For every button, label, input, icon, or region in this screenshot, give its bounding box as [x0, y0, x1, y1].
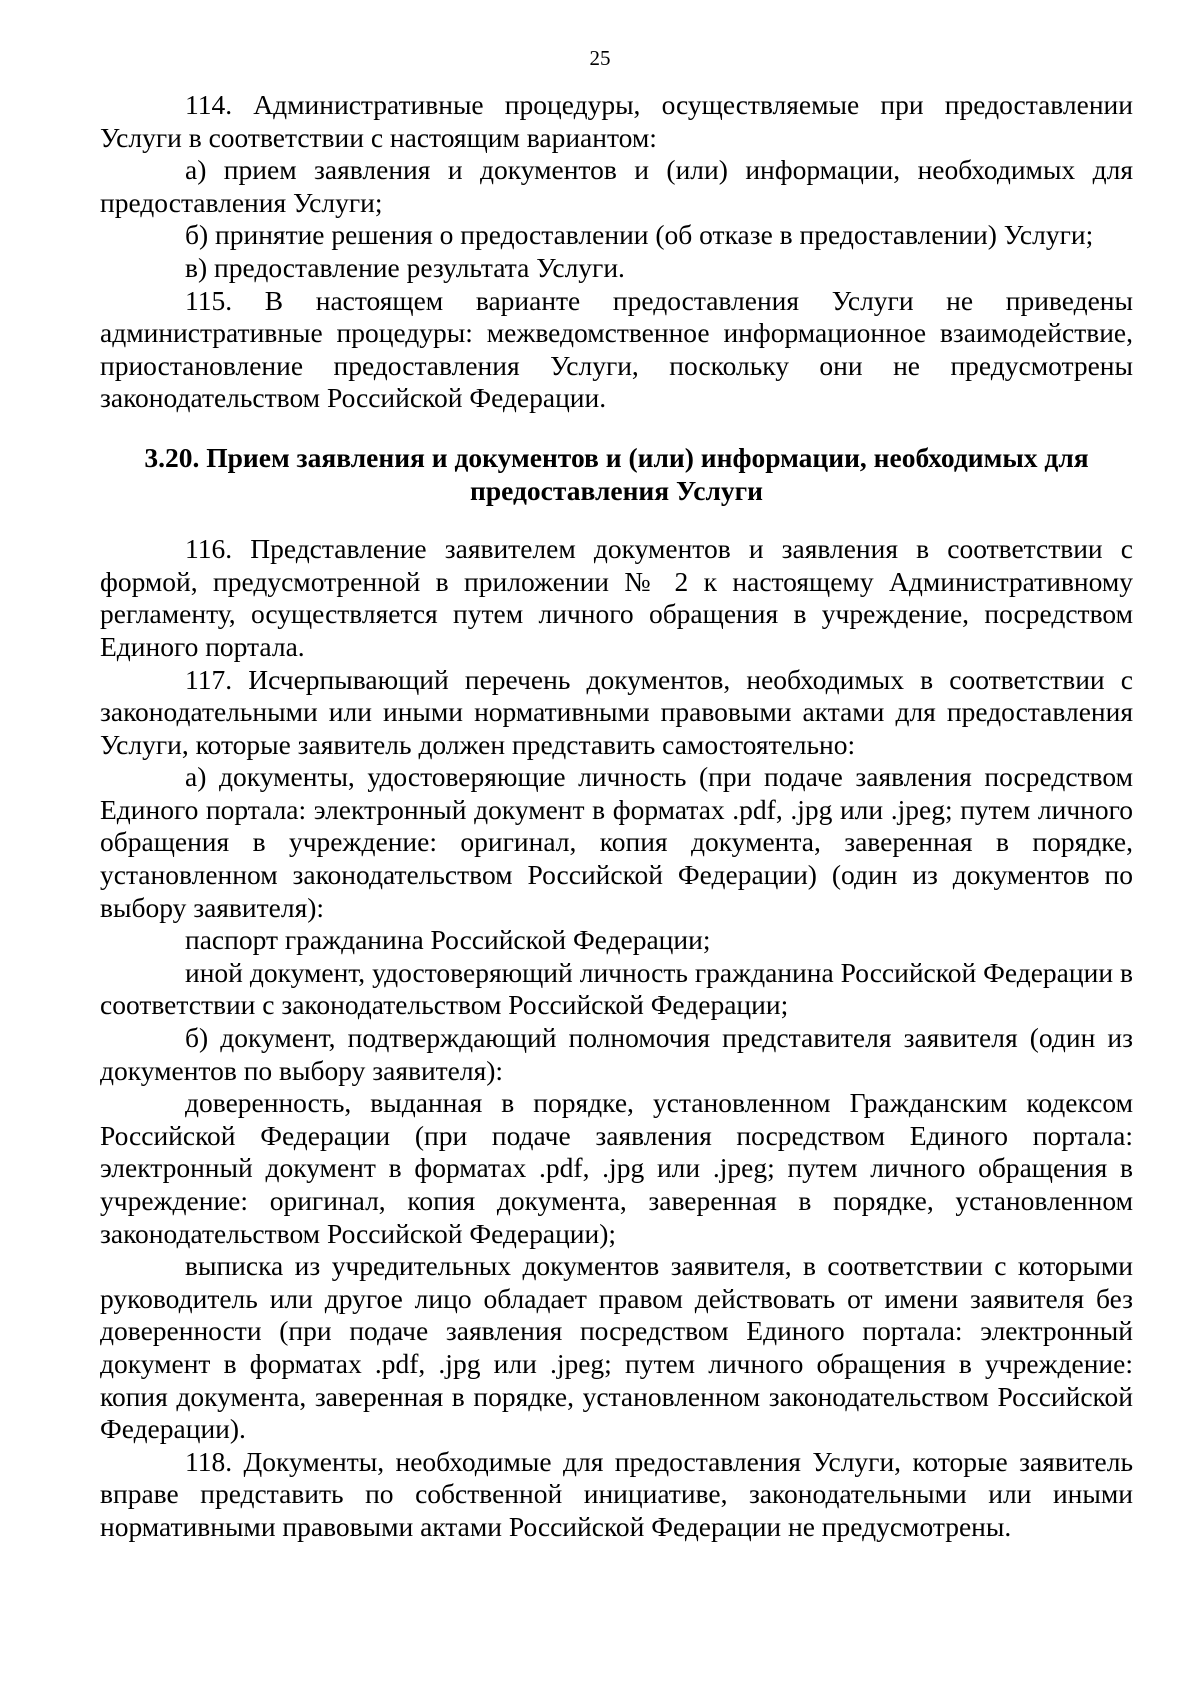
list-item-other-identity-document: иной документ, удостоверяющий личность гражданина Российской Федерации в соответствии с законодательством Российской Федерации; — [100, 956, 1133, 1021]
list-item-power-of-attorney: доверенность, выданная в порядке, установленном Гражданским кодексом Российской Федерации (при подаче заявления посредством Единого портала: электронный документ в форматах .pdf, .jpg или .jpeg; путем личного обращения в учреждение: оригинал, копия документа, заверенная в порядке, установленном законодательством Российской Федерации); — [100, 1087, 1133, 1249]
section-application-intake — [100, 533, 1133, 1543]
paragraph-115: 115. В настоящем варианте предоставления Услуги не приведены административные процедуры: межведомственное информационное взаимодействие, приостановление предоставления Услуги, поскольку они не предусмотрены законодательством Российской Федерации. — [100, 284, 1133, 414]
paragraph-114: 114. Административные процедуры, осуществляемые при предоставлении Услуги в соответствии с настоящим вариантом: — [100, 89, 1133, 153]
list-item-c: в) предоставление результата Услуги. — [185, 251, 625, 283]
paragraph-118: 118. Документы, необходимые для предоставления Услуги, которые заявитель вправе представить по собственной инициативе, законодательными или иными нормативными правовыми актами Российской Федерации не предусмотрены. — [100, 1445, 1133, 1542]
section-procedures — [100, 89, 1133, 415]
list-item-passport: паспорт гражданина Российской Федерации; — [185, 924, 711, 956]
document-body — [100, 89, 1133, 1544]
paragraph-116: 116. Представление заявителем документов и заявления в соответствии с формой, предусмотренной в приложении № 2 к настоящему Административному регламенту, осуществляется путем личного обращения в учреждение, посредством Единого портала. — [100, 533, 1133, 662]
list-item-identity-documents: а) документы, удостоверяющие личность (при подаче заявления посредством Единого портала: электронный документ в форматах .pdf, .jpg или .jpeg; путем личного обращения в учреждение: оригинал, копия документа, заверенная в порядке, установленном законодательством Российской Федерации) (один из документов по выбору заявителя): — [100, 761, 1133, 923]
list-item-a: а) прием заявления и документов и (или) информации, необходимых для предоставления Услуги; — [100, 154, 1133, 218]
list-item-representative-authority: б) документ, подтверждающий полномочия представителя заявителя (один из документов по выбору заявителя): — [100, 1022, 1133, 1086]
list-item-charter-extract: выписка из учредительных документов заявителя, в соответствии с которыми руководитель или другое лицо обладает правом действовать от имени заявителя без доверенности (при подаче заявления посредством Единого портала: электронный документ в форматах .pdf, .jpg или .jpeg; путем личного обращения в учреждение: копия документа, заверенная в порядке, установленном законодательством Российской Федерации). — [100, 1250, 1133, 1445]
list-item-b: б) принятие решения о предоставлении (об отказе в предоставлении) Услуги; — [185, 219, 1094, 251]
page-number: 25 — [589, 46, 611, 70]
section-heading: 3.20. Прием заявления и документов и (или) информации, необходимых для предоставления Услуги — [144, 441, 1089, 506]
paragraph-117: 117. Исчерпывающий перечень документов, необходимых в соответствии с законодательными или иными нормативными правовыми актами для предоставления Услуги, которые заявитель должен представить самостоятельно: — [100, 663, 1133, 760]
